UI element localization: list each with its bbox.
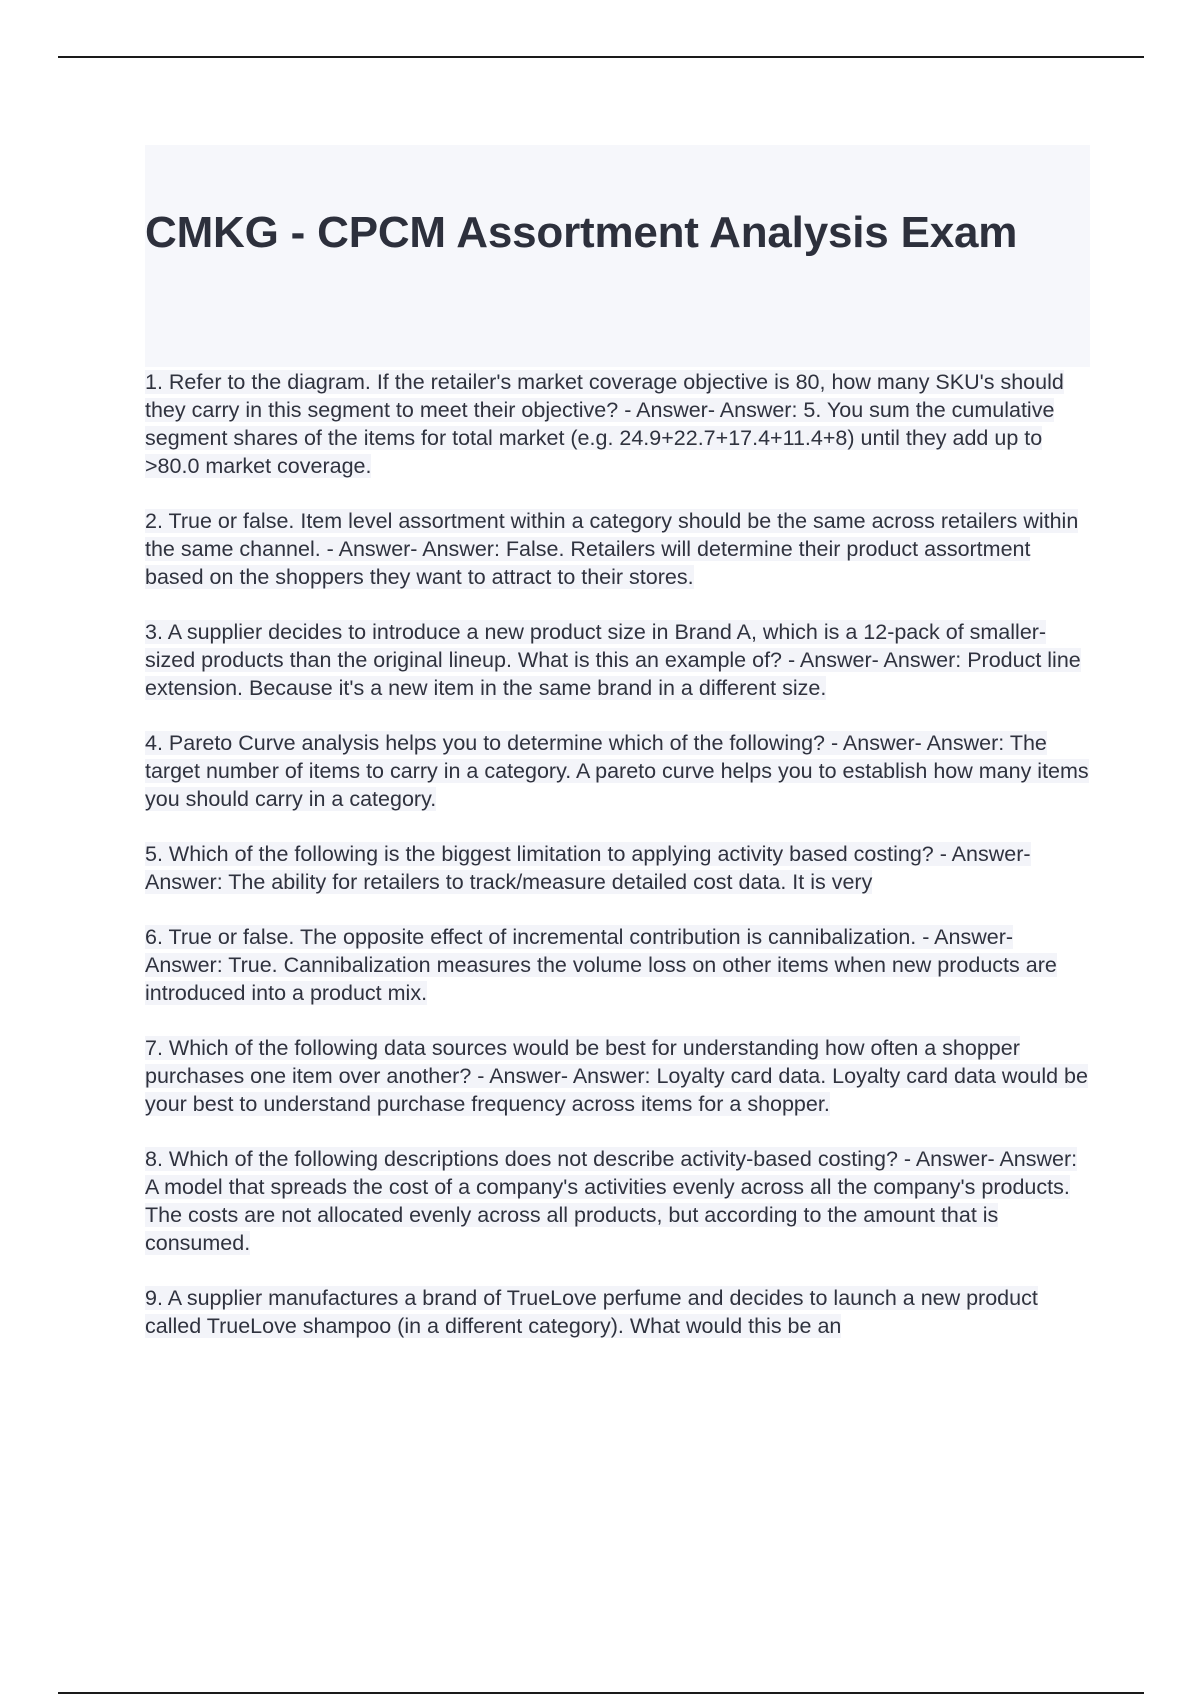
question-item-5 [145,840,1090,896]
question-item-2 [145,507,1090,591]
question-list [145,368,1090,1367]
question-text: 4. Pareto Curve analysis helps you to determine which of the following? - Answer- Answer: The target number of items to carry in a category. A pareto curve helps you to establish how many items you should carry in a category. [145,731,1089,811]
question-text: 2. True or false. Item level assortment within a category should be the same across retailers within the same channel. - Answer- Answer: False. Retailers will determine their product assortment based on the shoppers they want to attract to their stores. [145,509,1079,589]
question-item-3 [145,618,1090,702]
question-item-9 [145,1284,1090,1340]
question-item-7 [145,1034,1090,1118]
question-text: 5. Which of the following is the biggest limitation to applying activity based costing? - Answer- Answer: The ability for retailers to track/measure detailed cost data. It is very [145,842,1031,894]
question-item-4 [145,729,1090,813]
title-block [145,145,1090,367]
document-title: CMKG - CPCM Assortment Analysis Exam [145,208,1018,257]
bottom-divider [58,1692,1144,1694]
question-text: 7. Which of the following data sources would be best for understanding how often a shopper purchases one item over another? - Answer- Answer: Loyalty card data. Loyalty card data would be your best to understand purchase frequency across items for a shopper. [145,1036,1088,1116]
question-text: 9. A supplier manufactures a brand of TrueLove perfume and decides to launch a new product called TrueLove shampoo (in a different category). What would this be an [145,1286,1038,1338]
question-item-1 [145,368,1090,480]
question-item-6 [145,923,1090,1007]
document-body [145,145,1090,1338]
question-text: 6. True or false. The opposite effect of incremental contribution is cannibalization. - Answer- Answer: True. Cannibalization measures the volume loss on other items when new products are introduced into a product mix. [145,925,1057,1005]
question-item-8 [145,1145,1090,1257]
question-text: 3. A supplier decides to introduce a new product size in Brand A, which is a 12-pack of smaller-sized products than the original lineup. What is this an example of? - Answer- Answer: Product line extension. Because it's a new item in the same brand in a different size. [145,620,1081,700]
top-divider [58,56,1144,58]
question-text: 8. Which of the following descriptions does not describe activity-based costing? - Answer- Answer: A model that spreads the cost of a company's activities evenly across all the company's products. The costs are not allocated evenly across all products, but according to the amount that is consumed. [145,1147,1078,1255]
question-text: 1. Refer to the diagram. If the retailer's market coverage objective is 80, how many SKU's should they carry in this segment to meet their objective? - Answer- Answer: 5. You sum the cumulative segment shares of the items for total market (e.g. 24.9+22.7+17.4+11.4+8) until they add up to >80.0 market coverage. [145,370,1064,478]
